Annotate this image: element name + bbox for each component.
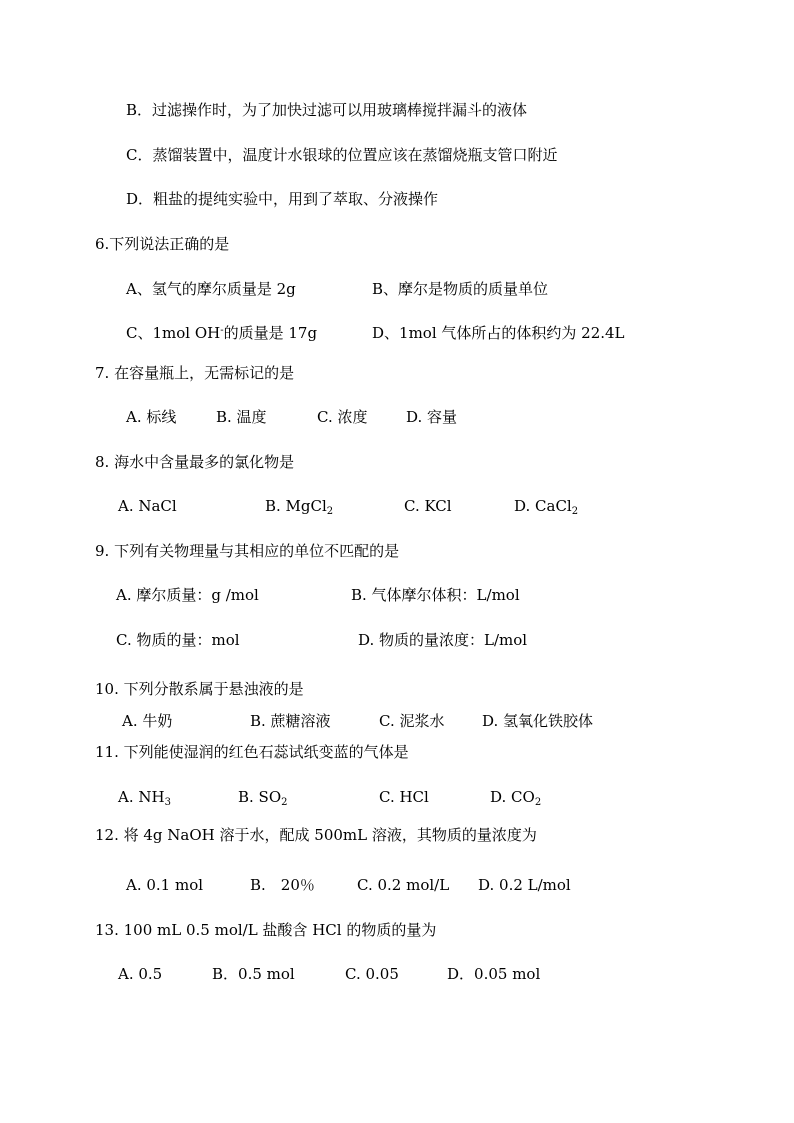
q13-option-d: D．0.05 mol: [447, 965, 541, 983]
q11-option-a-text: A. NH: [118, 788, 165, 806]
q6-option-b: B、摩尔是物质的质量单位: [372, 280, 549, 298]
q11-option-a-subscript: 3: [164, 797, 171, 808]
q12-option-d: D. 0.2 L/mol: [478, 876, 571, 894]
q8-option-d: [514, 496, 578, 516]
q7-option-b: B. 温度: [216, 408, 267, 426]
q6-option-a: A、氢气的摩尔质量是 2g: [126, 280, 296, 298]
q11-option-b-text: B. SO: [238, 788, 282, 806]
q8-option-d-subscript: 2: [571, 506, 579, 517]
q12-option-b: B. 20％: [250, 876, 315, 894]
q13-option-b: B．0.5 mol: [212, 965, 295, 983]
q5-option-b: B．过滤操作时，为了加快过滤可以用玻璃棒搅拌漏斗的液体: [126, 101, 528, 119]
q5-option-d: D．粗盐的提纯实验中，用到了萃取、分液操作: [126, 190, 439, 208]
q10-option-b: B. 蔗糖溶液: [250, 712, 331, 730]
q8-option-b: [265, 496, 333, 516]
q8-option-a: A. NaCl: [118, 497, 177, 515]
q6-stem: 6.下列说法正确的是: [95, 235, 230, 253]
q8-option-b-text: B. MgCl: [265, 497, 327, 515]
q10-option-a: A. 牛奶: [122, 712, 173, 730]
q6-option-d: D、1mol 气体所占的体积约为 22.4L: [372, 324, 625, 342]
q9-option-b: B. 气体摩尔体积：L/mol: [351, 586, 520, 604]
q11-option-d-text: D. CO: [490, 788, 535, 806]
q5-option-c: C．蒸馏装置中，温度计水银球的位置应该在蒸馏烧瓶支管口附近: [126, 146, 558, 164]
q9-option-a: A. 摩尔质量：g /mol: [116, 586, 259, 604]
q11-option-a: [118, 787, 171, 807]
q13-option-c: C. 0.05: [345, 965, 399, 983]
q7-option-a: A. 标线: [126, 408, 177, 426]
q11-option-d: [490, 787, 541, 807]
q7-option-d: D. 容量: [406, 408, 458, 426]
q12-option-c: C. 0.2 mol/L: [357, 876, 450, 894]
q11-option-b: [238, 787, 288, 807]
q6-option-c: [126, 323, 317, 343]
q11-option-d-subscript: 2: [534, 797, 542, 808]
q13-stem: 13. 100 mL 0.5 mol/L 盐酸含 HCl 的物质的量为: [95, 921, 437, 939]
q7-option-c: C. 浓度: [317, 408, 368, 426]
q9-stem: 9. 下列有关物理量与其相应的单位不匹配的是: [95, 542, 400, 560]
q6-option-c-rest: 的质量是 17g: [223, 324, 318, 342]
q10-option-d: D. 氢氧化铁胶体: [482, 712, 594, 730]
q6-option-c-charge: -: [220, 325, 224, 336]
q6-option-c-text: C、1mol OH: [126, 324, 221, 342]
q13-option-a: A. 0.5: [118, 965, 163, 983]
q9-option-d: D. 物质的量浓度：L/mol: [358, 631, 528, 649]
q8-option-d-text: D. CaCl: [514, 497, 572, 515]
q9-option-c: C. 物质的量：mol: [116, 631, 240, 649]
q10-stem: 10. 下列分散系属于悬浊液的是: [95, 680, 304, 698]
q12-stem: 12. 将 4g NaOH 溶于水，配成 500mL 溶液，其物质的量浓度为: [95, 826, 537, 844]
q7-stem: 7. 在容量瓶上，无需标记的是: [95, 364, 295, 382]
q10-option-c: C. 泥浆水: [379, 712, 445, 730]
q8-option-b-subscript: 2: [326, 506, 334, 517]
q12-option-a: A. 0.1 mol: [126, 876, 204, 894]
q11-option-b-subscript: 2: [281, 797, 288, 808]
q11-stem: 11. 下列能使湿润的红色石蕊试纸变蓝的气体是: [95, 743, 409, 761]
q11-option-c: C. HCl: [379, 788, 429, 806]
q8-stem: 8. 海水中含量最多的氯化物是: [95, 453, 295, 471]
q8-option-c: C. KCl: [404, 497, 452, 515]
